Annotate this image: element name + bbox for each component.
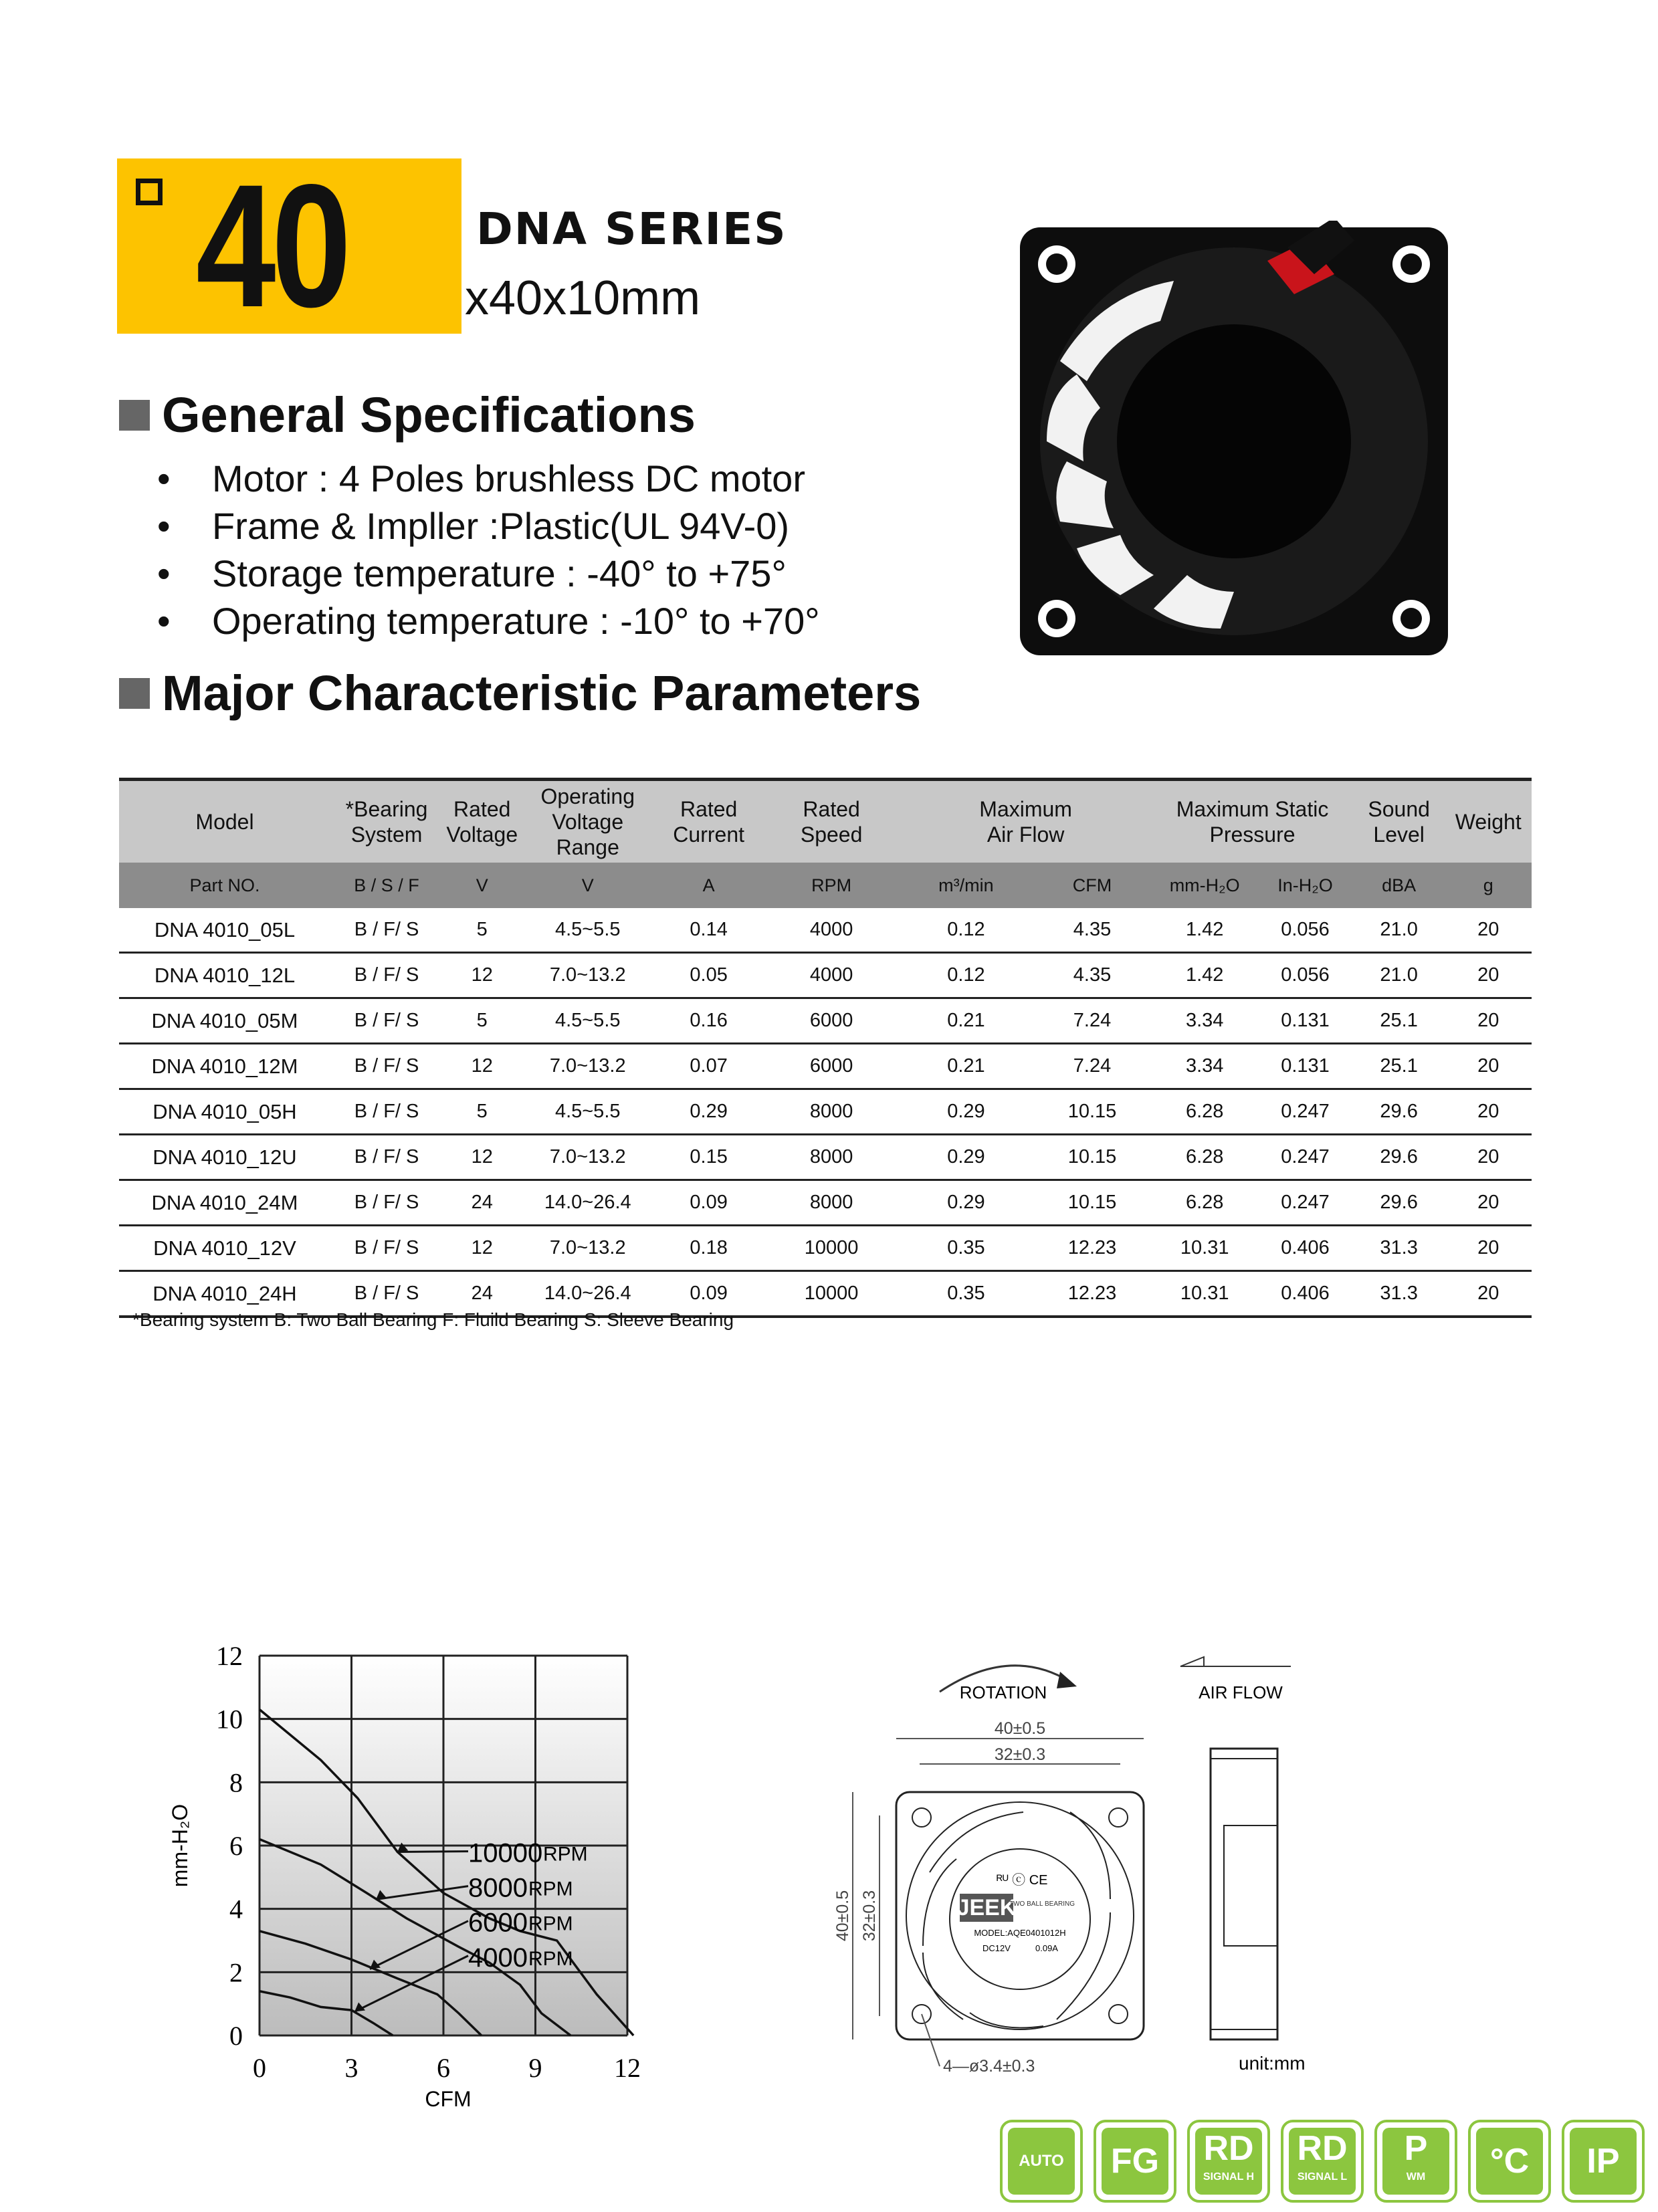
list-item: • Frame & Impller :Plastic(UL 94V-0) <box>157 502 960 550</box>
series-label-unit: RPM <box>543 1843 588 1866</box>
size-badge <box>117 148 461 344</box>
unit-dba: dBA <box>1353 863 1445 908</box>
col-pressure: Maximum Static Pressure <box>1152 780 1353 863</box>
x-tick-label: 12 <box>614 2053 641 2083</box>
table-row <box>119 1180 1532 1226</box>
y-tick-label: 4 <box>229 1894 243 1924</box>
table-cell: 7.24 <box>1033 998 1152 1044</box>
table-cell: 0.247 <box>1257 1135 1353 1180</box>
table-cell: 4.35 <box>1033 908 1152 953</box>
table-cell: 0.12 <box>900 908 1033 953</box>
badge-label: °C <box>1489 2142 1530 2181</box>
y-tick-label: 2 <box>229 1957 243 1988</box>
table-cell: 25.1 <box>1353 998 1445 1044</box>
table-cell: 21.0 <box>1353 953 1445 998</box>
table-cell: 4000 <box>763 908 900 953</box>
y-tick-label: 0 <box>229 2021 243 2051</box>
table-row <box>119 908 1532 953</box>
unit-inh2o: In-H₂O <box>1257 863 1353 908</box>
table-cell: 3.34 <box>1152 998 1257 1044</box>
table-cell: 6.28 <box>1152 1089 1257 1135</box>
table-cell: 0.14 <box>654 908 763 953</box>
table-cell: B / F/ S <box>330 1135 443 1180</box>
badge-sublabel: SIGNAL H <box>1203 2171 1255 2183</box>
table-cell: 0.056 <box>1257 953 1353 998</box>
series-label-value: 8000 <box>468 1873 528 1903</box>
table-cell: 6000 <box>763 1044 900 1089</box>
table-cell: DNA 4010_12L <box>119 953 330 998</box>
table-cell: 4.5~5.5 <box>521 998 654 1044</box>
unit-op-range: V <box>521 863 654 908</box>
table-cell: 8000 <box>763 1135 900 1180</box>
table-cell: 20 <box>1445 1226 1532 1271</box>
list-item: • Storage temperature : -40° to +75° <box>157 550 960 597</box>
table-cell: 0.09 <box>654 1271 763 1317</box>
brand-label: JEEK <box>956 1895 1017 1920</box>
unit-part: Part NO. <box>119 863 330 908</box>
badge-sublabel: WM <box>1406 2171 1426 2183</box>
col-airflow: Maximum Air Flow <box>900 780 1152 863</box>
table-cell: 0.12 <box>900 953 1033 998</box>
table-cell: 8000 <box>763 1089 900 1135</box>
table-cell: 5 <box>443 908 521 953</box>
table-cell: 0.07 <box>654 1044 763 1089</box>
table-cell: 0.056 <box>1257 908 1353 953</box>
feature-badge <box>1187 2120 1270 2203</box>
table-row <box>119 1135 1532 1180</box>
table-cell: 21.0 <box>1353 908 1445 953</box>
table-cell: 0.29 <box>654 1089 763 1135</box>
badge-label: IP <box>1586 2142 1620 2181</box>
col-bearing: *Bearing System <box>330 780 443 863</box>
badge-label: AUTO <box>1019 2152 1064 2170</box>
list-item: • Operating temperature : -10° to +70° <box>157 597 960 645</box>
unit-mmh2o: mm-H₂O <box>1152 863 1257 908</box>
series-label-unit: RPM <box>528 1912 573 1935</box>
rotation-label: ROTATION <box>959 1682 1047 1702</box>
section-square-icon <box>119 678 150 709</box>
table-cell: DNA 4010_12U <box>119 1135 330 1180</box>
table-cell: 20 <box>1445 1271 1532 1317</box>
table-cell: 14.0~26.4 <box>521 1180 654 1226</box>
table-cell: 20 <box>1445 998 1532 1044</box>
parameter-table <box>119 778 1532 1318</box>
table-cell: 5 <box>443 998 521 1044</box>
bullet-icon: • <box>157 505 171 547</box>
table-cell: 14.0~26.4 <box>521 1271 654 1317</box>
table-cell: 10.31 <box>1152 1271 1257 1317</box>
y-tick-label: 12 <box>216 1641 243 1671</box>
x-tick-label: 0 <box>253 2053 266 2083</box>
table-cell: 0.16 <box>654 998 763 1044</box>
table-cell: 0.35 <box>900 1271 1033 1317</box>
bullet-icon: • <box>157 600 171 642</box>
series-title: DNA SERIES <box>476 203 787 255</box>
table-cell: 4.5~5.5 <box>521 1089 654 1135</box>
table-cell: 12 <box>443 1044 521 1089</box>
table-cell: 0.406 <box>1257 1226 1353 1271</box>
table-cell: 24 <box>443 1271 521 1317</box>
badge-label: RD <box>1297 2129 1348 2168</box>
col-voltage: Rated Voltage <box>443 780 521 863</box>
series-label-unit: RPM <box>528 1878 573 1900</box>
unit-speed: RPM <box>763 863 900 908</box>
table-cell: 1.42 <box>1152 953 1257 998</box>
feature-badge <box>1374 2120 1457 2203</box>
table-row <box>119 1089 1532 1135</box>
table-cell: B / F/ S <box>330 908 443 953</box>
table-cell: 6.28 <box>1152 1180 1257 1226</box>
table-cell: 0.18 <box>654 1226 763 1271</box>
table-cell: DNA 4010_12V <box>119 1226 330 1271</box>
badge-label: RD <box>1203 2129 1254 2168</box>
table-cell: 12.23 <box>1033 1226 1152 1271</box>
pq-chart <box>147 1632 696 2113</box>
y-axis-label: mm-H₂O <box>168 1803 192 1888</box>
table-cell: 0.29 <box>900 1180 1033 1226</box>
feature-badge <box>1094 2120 1176 2203</box>
y-tick-label: 8 <box>229 1767 243 1798</box>
table-row <box>119 1226 1532 1271</box>
general-spec-heading: General Specifications <box>162 387 696 443</box>
table-cell: 12 <box>443 1226 521 1271</box>
table-cell: B / F/ S <box>330 1044 443 1089</box>
table-cell: 31.3 <box>1353 1226 1445 1271</box>
table-cell: DNA 4010_05L <box>119 908 330 953</box>
table-cell: DNA 4010_24M <box>119 1180 330 1226</box>
section-square-icon <box>119 400 150 431</box>
table-cell: 4000 <box>763 953 900 998</box>
table-cell: 24 <box>443 1180 521 1226</box>
bearing-footnote: *Bearing system B: Two Ball Bearing F: Fluild Bearing S: Sleeve Bearing <box>132 1309 734 1330</box>
table-cell: 29.6 <box>1353 1089 1445 1135</box>
dimension-drawing <box>829 1632 1364 2100</box>
table-cell: 7.24 <box>1033 1044 1152 1089</box>
table-cell: B / F/ S <box>330 953 443 998</box>
y-tick-label: 6 <box>229 1831 243 1861</box>
feature-badge <box>1000 2120 1083 2203</box>
table-cell: 7.0~13.2 <box>521 1226 654 1271</box>
table-cell: 6.28 <box>1152 1135 1257 1180</box>
table-cell: B / F/ S <box>330 1089 443 1135</box>
table-cell: DNA 4010_05M <box>119 998 330 1044</box>
major-params-heading: Major Characteristic Parameters <box>162 665 922 721</box>
dim-inner-top: 32±0.3 <box>994 1745 1046 1764</box>
table-cell: B / F/ S <box>330 1271 443 1317</box>
hole-dim: 4—ø3.4±0.3 <box>943 2057 1035 2076</box>
table-cell: 10.31 <box>1152 1226 1257 1271</box>
table-cell: 0.15 <box>654 1135 763 1180</box>
table-cell: 10000 <box>763 1271 900 1317</box>
table-cell: 6000 <box>763 998 900 1044</box>
table-cell: 4.35 <box>1033 953 1152 998</box>
table-cell: 0.35 <box>900 1226 1033 1271</box>
table-cell: 7.0~13.2 <box>521 953 654 998</box>
unit-m3: m³/min <box>900 863 1033 908</box>
table-cell: 20 <box>1445 1044 1532 1089</box>
table-cell: B / F/ S <box>330 998 443 1044</box>
dim-inner-side: 32±0.3 <box>860 1890 879 1942</box>
model-label: MODEL:AQE0401012H <box>974 1928 1066 1938</box>
table-cell: 0.247 <box>1257 1089 1353 1135</box>
x-tick-label: 9 <box>528 2053 542 2083</box>
unit-g: g <box>1445 863 1532 908</box>
ul-ce-marks: ᴿᵁ ⓒ CE <box>997 1873 1048 1888</box>
feature-badge <box>1468 2120 1551 2203</box>
col-current: Rated Current <box>654 780 763 863</box>
badge-label: FG <box>1110 2142 1160 2181</box>
table-cell: 7.0~13.2 <box>521 1135 654 1180</box>
bearing-label: TWO BALL BEARING <box>1009 1900 1075 1908</box>
spec-list <box>157 455 960 645</box>
badge-square-icon <box>136 179 163 205</box>
table-cell: 12 <box>443 1135 521 1180</box>
list-item: • Motor : 4 Poles brushless DC motor <box>157 455 960 502</box>
col-op-range: Operating Voltage Range <box>521 780 654 863</box>
table-cell: 7.0~13.2 <box>521 1044 654 1089</box>
table-cell: 5 <box>443 1089 521 1135</box>
table-cell: 0.05 <box>654 953 763 998</box>
unit-label: unit:mm <box>1239 2053 1306 2074</box>
unit-current: A <box>654 863 763 908</box>
table-cell: DNA 4010_12M <box>119 1044 330 1089</box>
rating-current: 0.09A <box>1035 1943 1058 1953</box>
series-dimensions: x40x10mm <box>465 271 701 325</box>
table-cell: 29.6 <box>1353 1135 1445 1180</box>
table-cell: B / F/ S <box>330 1226 443 1271</box>
table-cell: 4.5~5.5 <box>521 908 654 953</box>
table-cell: 20 <box>1445 908 1532 953</box>
dim-outer-side: 40±0.5 <box>833 1890 852 1942</box>
table-cell: 3.34 <box>1152 1044 1257 1089</box>
table-cell: 20 <box>1445 1089 1532 1135</box>
table-cell: 12.23 <box>1033 1271 1152 1317</box>
table-cell: B / F/ S <box>330 1180 443 1226</box>
table-row <box>119 1044 1532 1089</box>
table-cell: 20 <box>1445 1135 1532 1180</box>
bullet-icon: • <box>157 457 171 500</box>
series-label-unit: RPM <box>528 1947 573 1970</box>
table-cell: 0.21 <box>900 1044 1033 1089</box>
table-cell: 29.6 <box>1353 1180 1445 1226</box>
unit-bearing: B / S / F <box>330 863 443 908</box>
size-number: 40 <box>196 148 347 344</box>
rating-voltage: DC12V <box>982 1943 1011 1953</box>
table-cell: 0.131 <box>1257 998 1353 1044</box>
y-tick-label: 10 <box>216 1704 243 1735</box>
table-cell: 31.3 <box>1353 1271 1445 1317</box>
table-cell: 10.15 <box>1033 1180 1152 1226</box>
x-tick-label: 3 <box>344 2053 358 2083</box>
unit-voltage: V <box>443 863 521 908</box>
table-cell: DNA 4010_24H <box>119 1271 330 1317</box>
table-cell: 0.247 <box>1257 1180 1353 1226</box>
table-cell: 0.21 <box>900 998 1033 1044</box>
table-cell: 10000 <box>763 1226 900 1271</box>
feature-badge <box>1281 2120 1364 2203</box>
table-cell: DNA 4010_05H <box>119 1089 330 1135</box>
col-model: Model <box>119 780 330 863</box>
table-cell: 0.131 <box>1257 1044 1353 1089</box>
fan-photo <box>1020 221 1455 655</box>
badge-sublabel: SIGNAL L <box>1297 2171 1348 2183</box>
table-cell: 12 <box>443 953 521 998</box>
x-tick-label: 6 <box>437 2053 450 2083</box>
dim-outer-top: 40±0.5 <box>994 1719 1046 1738</box>
table-cell: 20 <box>1445 953 1532 998</box>
unit-cfm: CFM <box>1033 863 1152 908</box>
table-row <box>119 998 1532 1044</box>
airflow-label: AIR FLOW <box>1199 1682 1283 1702</box>
series-label-value: 10000 <box>468 1838 543 1868</box>
table-cell: 10.15 <box>1033 1089 1152 1135</box>
series-label-value: 4000 <box>468 1943 528 1973</box>
col-speed: Rated Speed <box>763 780 900 863</box>
col-sound: Sound Level <box>1353 780 1445 863</box>
table-cell: 10.15 <box>1033 1135 1152 1180</box>
feature-badge <box>1562 2120 1645 2203</box>
table-cell: 0.09 <box>654 1180 763 1226</box>
table-row <box>119 953 1532 998</box>
table-cell: 0.29 <box>900 1135 1033 1180</box>
table-cell: 0.29 <box>900 1089 1033 1135</box>
table-cell: 0.406 <box>1257 1271 1353 1317</box>
table-cell: 25.1 <box>1353 1044 1445 1089</box>
x-axis-label: CFM <box>425 2087 472 2111</box>
table-cell: 1.42 <box>1152 908 1257 953</box>
bullet-icon: • <box>157 552 171 594</box>
col-weight: Weight <box>1445 780 1532 863</box>
table-cell: 20 <box>1445 1180 1532 1226</box>
series-label-value: 6000 <box>468 1908 528 1938</box>
table-cell: 8000 <box>763 1180 900 1226</box>
badge-label: P <box>1404 2129 1428 2168</box>
